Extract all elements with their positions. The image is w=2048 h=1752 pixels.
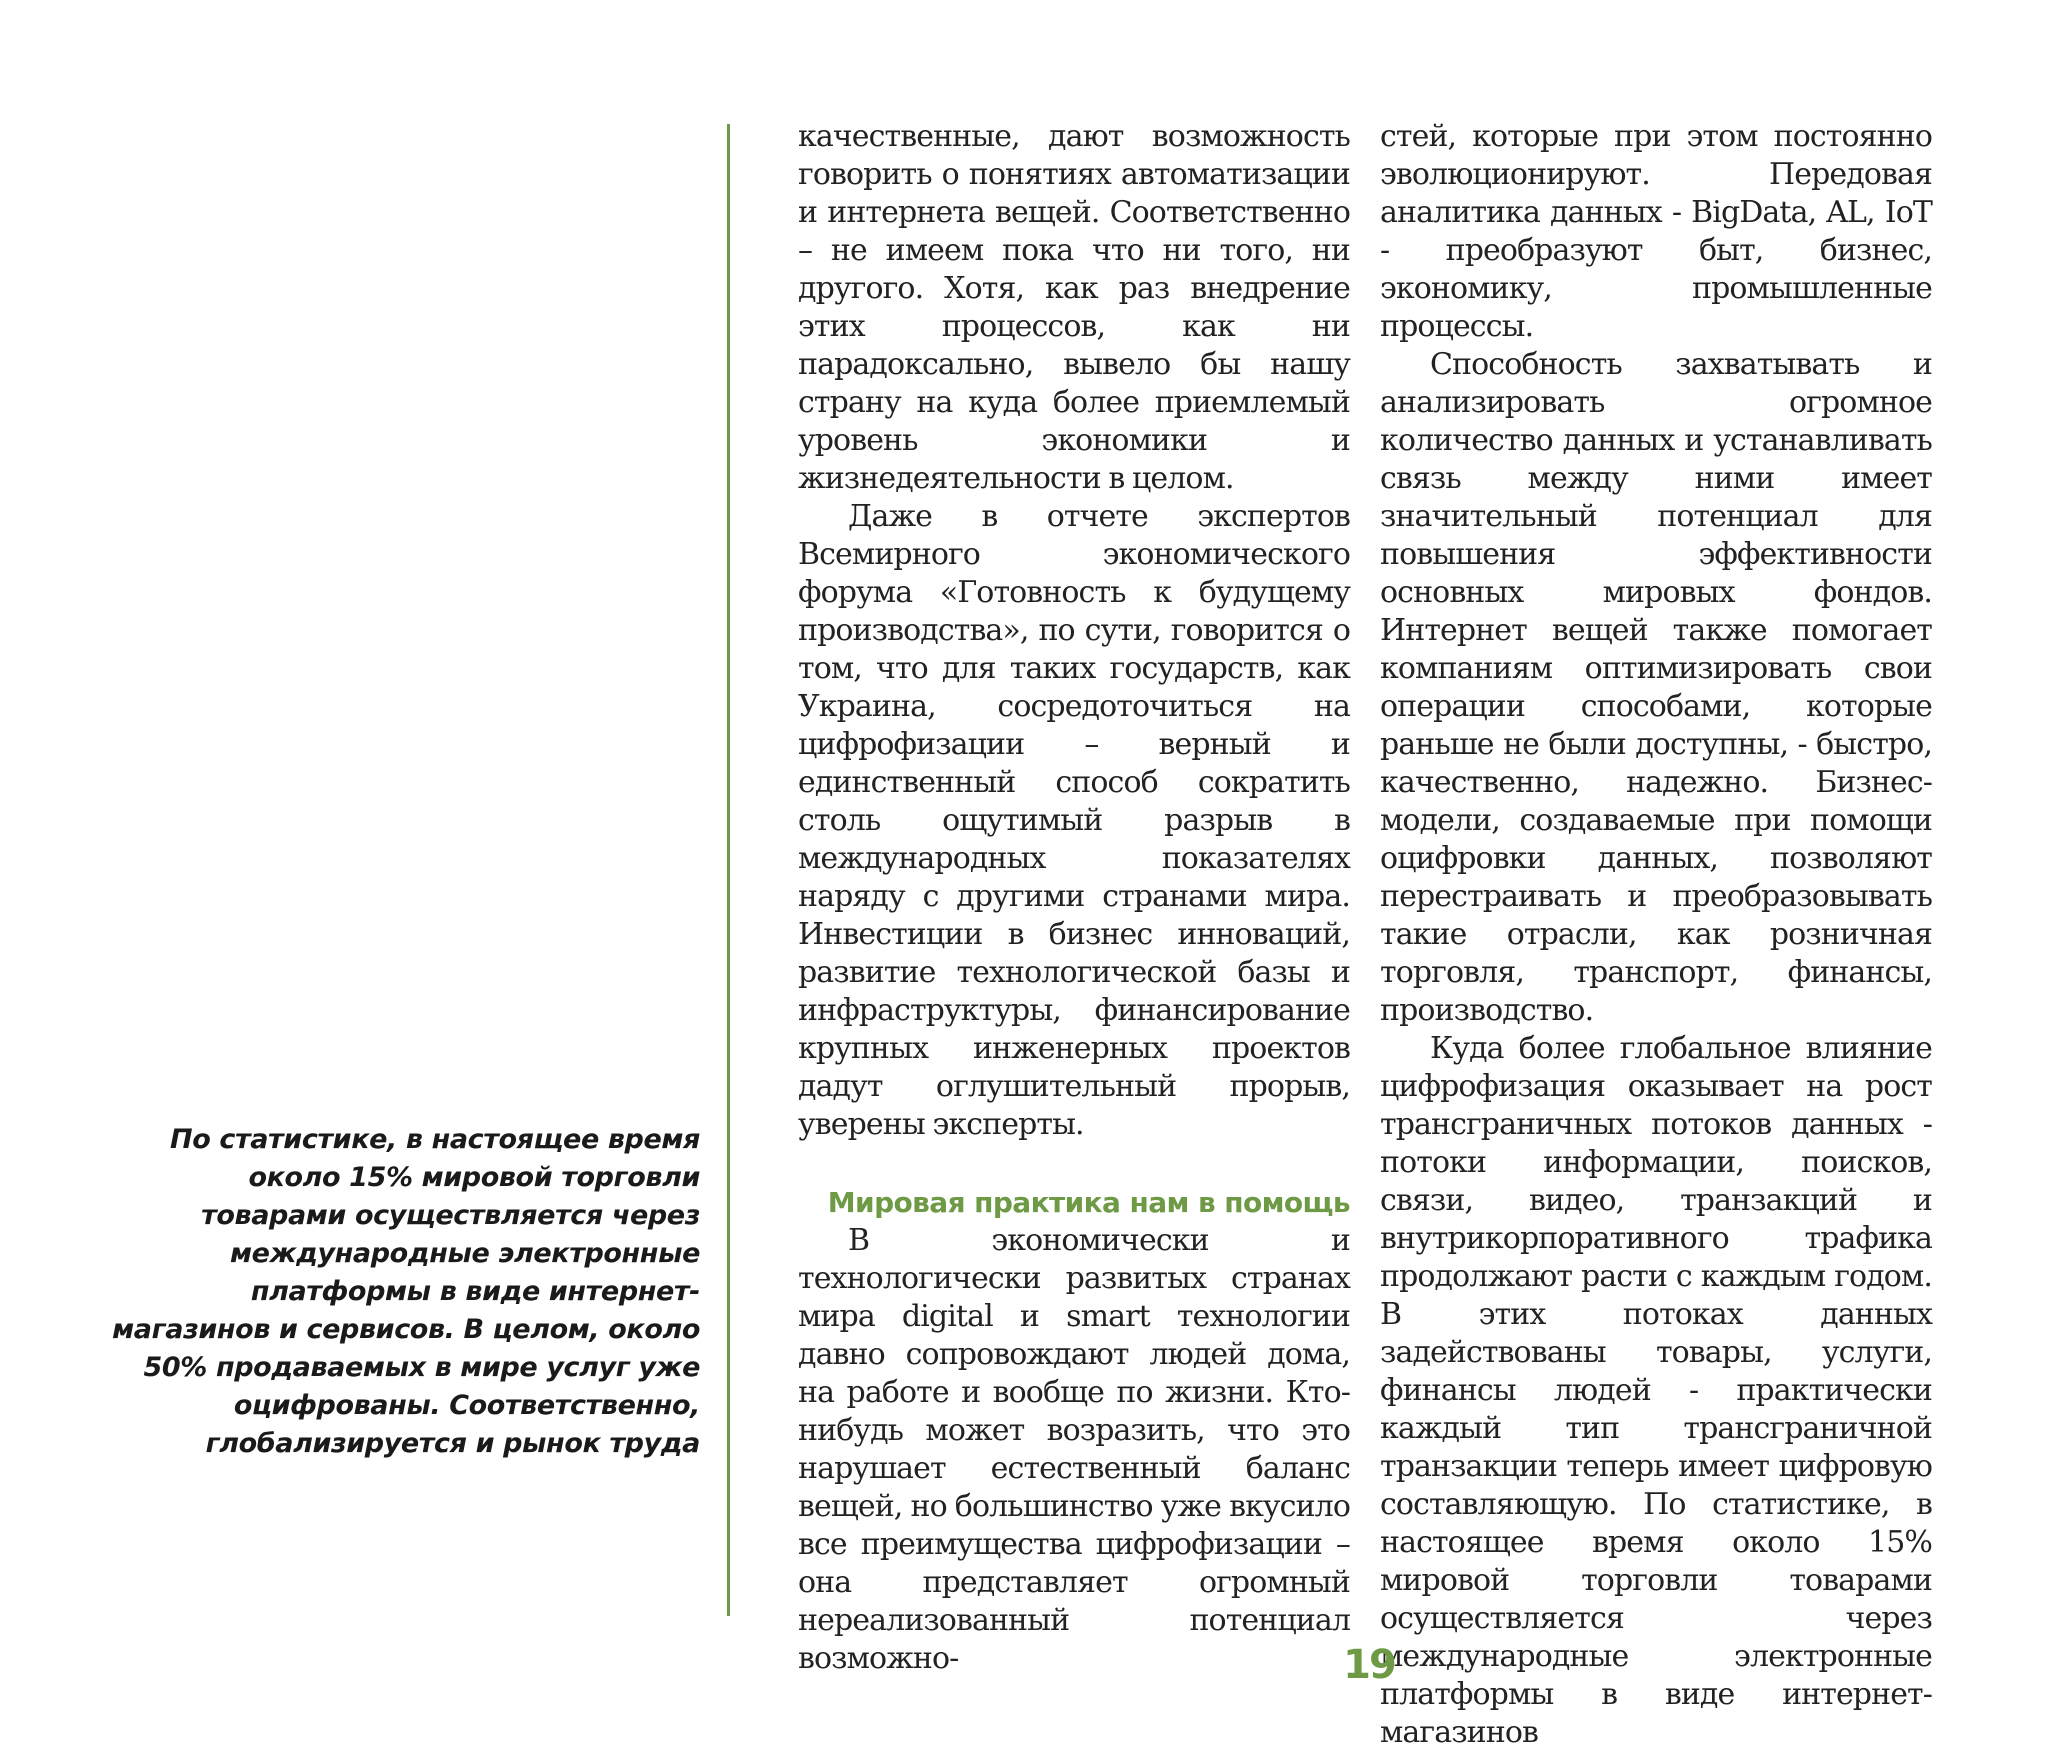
- paragraph: стей, которые при этом постоянно эволюционируют. Передовая аналитика данных - BigData, AL, IoT - преобразуют быт, бизнес, экономику, промышленные процессы.: [1380, 119, 1932, 344]
- section-subheading: Мировая практика нам в помощь: [827, 1186, 1350, 1219]
- paragraph: Даже в отчете экспертов Всемирного экономического форума «Готовность к будущему производства», по сути, говорится о том, что для таких государств, как Украина, сосредоточиться на цифрофизации – верный и единственный способ сократить столь ощутимый разрыв в международных показателях наряду с другими странами мира. Инвестиции в бизнес инноваций, развитие технологической базы и инфраструктуры, финансирование крупных инженерных проектов дадут оглушительный прорыв, уверены эксперты.: [798, 499, 1350, 1142]
- article-column-1: [798, 118, 1350, 1678]
- column-divider-rule: [727, 124, 730, 1616]
- pull-quote: По статистике, в настоящее время около 15% мировой торговли товарами осуществляется через международные электронные платформы в виде интернет-магазинов и сервисов. В целом, около 50% продаваемых в мире услуг уже оцифрованы. Соответственно, глобализируется и рынок труда: [112, 1124, 700, 1459]
- paragraph: качественные, дают возможность говорить о понятиях автоматизации и интернета вещей. Соответственно – не имеем пока что ни того, ни другого. Хотя, как раз внедрение этих процессов, как ни парадоксально, вывело бы нашу страну на куда более приемлемый уровень экономики и жизнедеятельности в целом.: [798, 119, 1350, 496]
- paragraph: В экономически и технологически развитых странах мира digital и smart технологии давно сопровождают людей дома, на работе и вообще по жизни. Кто-нибудь может возразить, что это нарушает естественный баланс вещей, но большинство уже вкусило все преимущества цифрофизации – она представляет огромный нереализованный потенциал возможно-: [798, 1223, 1350, 1676]
- paragraph: Способность захватывать и анализировать огромное количество данных и устанавливать связь между ними имеет значительный потенциал для повышения эффективности основных мировых фондов. Интернет вещей также помогает компаниям оптимизировать свои операции способами, которые раньше не были доступны, - быстро, качественно, надежно. Бизнес-модели, создаваемые при помощи оцифровки данных, позволяют перестраивать и преобразовывать такие отрасли, как розничная торговля, транспорт, финансы, производство.: [1380, 347, 1932, 1028]
- article-column-2: [1380, 118, 1932, 1752]
- paragraph: Куда более глобальное влияние цифрофизация оказывает на рост трансграничных потоков данных - потоки информации, поисков, связи, видео, транзакций и внутрикорпоративного трафика продолжают расти с каждым годом. В этих потоках данных задействованы товары, услуги, финансы людей - практически каждый тип трансграничной транзакции теперь имеет цифровую составляющую. По статистике, в настоящее время около 15% мировой торговли товарами осуществляется через международные электронные платформы в виде интернет-магазинов: [1380, 1031, 1932, 1750]
- page-number: 19: [1343, 1642, 1395, 1688]
